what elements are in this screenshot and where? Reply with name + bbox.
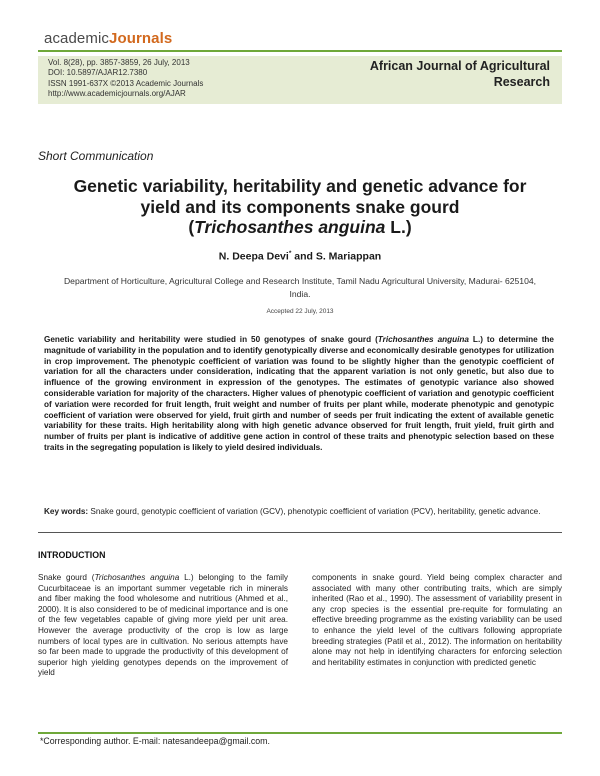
title-species: Trichosanthes anguina <box>194 217 386 237</box>
publication-meta <box>48 58 203 100</box>
title-line-1: Genetic variability, heritability and genetic advance for <box>73 176 527 196</box>
abstract <box>44 335 554 454</box>
affiliation: Department of Horticulture, Agricultural College and Research Institute, Tamil Nadu Agricultural University, Madurai- 625104, India. <box>63 276 537 299</box>
body-column-left <box>38 573 288 679</box>
body-column-right: components in snake gourd. Yield being complex character and associated with many other contributing traits, which are simply inherited (Rao et al., 1990). The assessment of variability present in any crop species is the essential pre-requite for formulating an effective breeding programme as the existing variability can be used to enhance the yield level of the cultivars following appropriate breeding strategies (Patil et al., 2012). The information on heritability alone may not help in identifying characters for enforcing selection and heritability estimates in conjunction with predicted genetic <box>312 573 562 667</box>
intro-heading: INTRODUCTION <box>38 550 106 560</box>
title-end: L.) <box>385 217 412 237</box>
title-line-2: yield and its components snake gourd <box>140 196 460 217</box>
author-2: and S. Mariappan <box>291 250 382 263</box>
corresponding-author: *Corresponding author. E-mail: natesandeepa@gmail.com. <box>40 736 270 746</box>
meta-volume: Vol. 8(28), pp. 3857-3859, 26 July, 2013 <box>48 58 190 67</box>
journal-logo <box>44 30 172 47</box>
corresponding-mark: * <box>288 250 292 257</box>
abstract-species: Trichosanthes anguina <box>377 335 469 344</box>
abstract-rest: L.) to determine the magnitude of variability in the population and to identify genotypically diverse and economically desirable genotypes for utilization in crop improvement. The phenotypic coefficient of variation was found to be slightly higher than the genotypic coefficient of variation for all the characters under consideration, indicating that the apparent variation is not only genetic, but also due to influence of the growing environment in expression of the genotypes. The estimates of genotypic variance also showed considerable variation for majority of the characters. Higher values of phenotypic coefficient of variation and genotypic coefficient of variation were recorded for fruit length, fruit weight and number of fruits per plant while, moderate phenotypic and genotypic coefficient of variation were observed for yield, fruit girth and number of seeds per fruit indicating the extent of available genetic variability for these traits. High heritability along with high genetic advance observed for fruit length, fruit yield, fruit girth and number of fruits per plant is indicative of additive gene action in control of these traits and phenotypic selection based on these traits in the segregating population is likely to yield desired individuals. <box>44 335 554 452</box>
meta-issn: ISSN 1991-637X ©2013 Academic Journals <box>48 78 204 88</box>
header-rule <box>38 50 562 52</box>
meta-doi: DOI: 10.5897/AJAR12.7380 <box>48 68 148 78</box>
section-divider <box>38 532 562 533</box>
logo-text-journals: Journals <box>109 30 173 47</box>
abstract-start: Genetic variability and heritability were studied in 50 genotypes of snake gourd ( <box>44 335 378 344</box>
keywords <box>44 506 556 517</box>
accepted-date: Accepted 22 July, 2013 <box>266 308 334 315</box>
title-line-3: (Trichosanthes anguina L.) <box>188 217 412 237</box>
authors <box>40 250 560 263</box>
left-rest: L.) belonging to the family Cucurbitaceae is an important summer vegetable rich in minerals and fiber making the food wholesome and nutritious (Ahmed et al., 2000). It is also considered to be of medicinal importance and is one of the few vegetables capable of giving more yield per unit area. However the average productivity of the crop is low as large numbers of local types are in cultivation. No serious attempts have so far been made to upgrade the productivity of this development of superior high yielding genotypes depends on the improvement of yield <box>38 573 289 678</box>
meta-url[interactable]: http://www.academicjournals.org/AJAR <box>48 89 186 99</box>
article-type: Short Communication <box>38 149 154 163</box>
logo-text-academic: academic <box>44 30 109 47</box>
keywords-text: Snake gourd, genotypic coefficient of variation (GCV), phenotypic coefficient of variation (PCV), heritability, genetic advance. <box>88 507 541 516</box>
article-title <box>40 176 560 238</box>
author-1: N. Deepa Devi <box>218 250 289 263</box>
journal-name: African Journal of Agricultural Research <box>369 59 550 89</box>
left-species: Trichosanthes anguina <box>94 573 180 582</box>
keywords-label: Key words: <box>44 507 89 516</box>
left-start: Snake gourd ( <box>38 573 95 582</box>
